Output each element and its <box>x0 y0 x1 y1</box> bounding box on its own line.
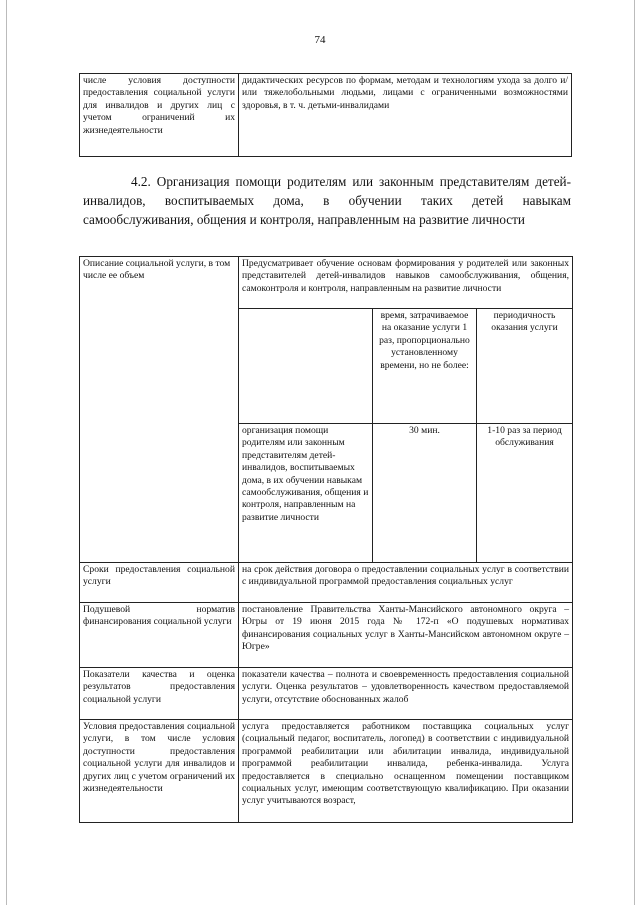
subtable-empty-header-cell <box>239 309 373 424</box>
subtable-periodicity-header: периодичность оказания услуги <box>477 309 573 424</box>
description-label-cell: Описание социальной услуги, в том числе ее объем <box>80 257 239 563</box>
subtable-periodicity-value: 1-10 раз за период обслуживания <box>477 424 573 563</box>
table-row <box>80 668 573 720</box>
table-row <box>80 720 573 823</box>
terms-value-cell: на срок действия договора о предоставлении социальных услуг в соответствии с индивидуальной программой предоставления социальных услуг <box>239 563 573 603</box>
table-row <box>80 257 573 309</box>
subtable-time-header: время, затрачиваемое на оказание услуги 1 раз, пропорционально установленному времени, но не более: <box>373 309 477 424</box>
subtable-service-name: организация помощи родителям или законным представителям детей-инвалидов, воспитываемых дома, в их обучении навыкам самообслуживания, общения и контроля, направленным на развитие личности <box>239 424 373 563</box>
financing-value-cell: постановление Правительства Ханты-Мансийского автономного округа – Югры от 19 июня 2015 года № 172-п «О подушевых нормативах финансирования социальных услуг в Ханты-Мансийском автономном округе – Югре» <box>239 603 573 668</box>
conditions-value-cell: услуга предоставляется работником поставщика социальных услуг (социальный педагог, воспитатель, логопед) в соответствии с индивидуальной программой реабилитации или абилитации инвалида, индивидуальной программой реабилитации инвалида, ребенка-инвалида. Услуга предоставляется в специально оснащенном помещении поставщиком социальных услуг, имеющим соответствующую квалификацию. При оказании услуг учитываются возраст, <box>239 720 573 823</box>
scan-edge-right <box>634 0 635 905</box>
subtable-time-value: 30 мин. <box>373 424 477 563</box>
scan-edge-left <box>6 0 7 905</box>
table-row <box>80 563 573 603</box>
description-text-cell: Предусматривает обучение основам формирования у родителей или законных представителей детей-инвалидов навыков самообслуживания, общения, самоконтроля и контроля, направленным на развитие личности <box>239 257 573 309</box>
main-table <box>79 256 573 823</box>
table-row <box>80 603 573 668</box>
terms-label-cell: Сроки предоставления социальной услуги <box>80 563 239 603</box>
conditions-label-cell: Условия предоставления социальной услуги, в том числе условия доступности предоставления социальной услуги для инвалидов и других лиц с учетом ограничений их жизнедеятельности <box>80 720 239 823</box>
top-table-left-cell: числе условия доступности предоставления социальной услуги для инвалидов и других лиц с учетом ограничений их жизнедеятельности <box>80 74 239 157</box>
financing-label-cell: Подушевой норматив финансирования социальной услуги <box>80 603 239 668</box>
top-table <box>79 73 572 157</box>
section-heading: 4.2. Организация помощи родителям или законным представителям детей-инвалидов, воспитываемых дома, в обучении таких детей навыкам самообслуживания, общения и контроля, направленным на развитие личности <box>83 174 571 227</box>
quality-label-cell: Показатели качества и оценка результатов предоставления социальной услуги <box>80 668 239 720</box>
quality-value-cell: показатели качества – полнота и своевременность предоставления социальной услуги. Оценка результатов – удовлетворенность качеством предоставляемой услуги, отсутствие обоснованных жалоб <box>239 668 573 720</box>
page-number: 74 <box>314 34 326 46</box>
top-table-right-cell: дидактических ресурсов по формам, методам и технологиям ухода за долго и/или тяжелобольными людьми, лицами с ограниченными возможностями здоровья, в т. ч. детьми-инвалидами <box>239 74 572 157</box>
table-row <box>80 74 572 157</box>
